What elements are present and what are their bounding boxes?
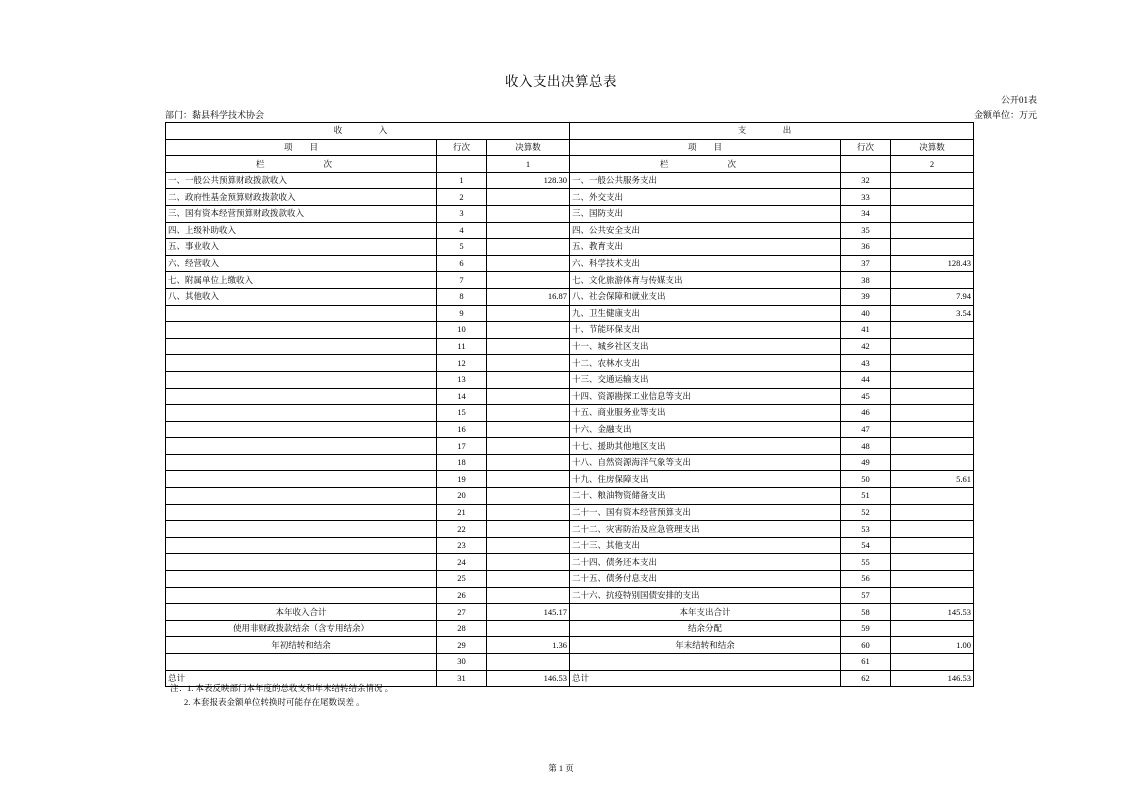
expense-value-8: 3.54 bbox=[891, 305, 974, 322]
expense-value-15 bbox=[891, 421, 974, 438]
expense-item-15: 十六、金融支出 bbox=[570, 421, 841, 438]
expense-column-blank bbox=[841, 156, 891, 173]
expense-value-1 bbox=[891, 189, 974, 206]
summary-expense-value-2: 1.00 bbox=[891, 637, 974, 654]
expense-item-17: 十八、自然资源海洋气象等支出 bbox=[570, 454, 841, 471]
summary-expense-item-3 bbox=[570, 654, 841, 671]
expense-item-12: 十三、交通运输支出 bbox=[570, 371, 841, 388]
income-item-25 bbox=[166, 587, 437, 604]
income-value-15 bbox=[487, 421, 570, 438]
income-value-10 bbox=[487, 338, 570, 355]
income-value-20 bbox=[487, 504, 570, 521]
income-line-19: 20 bbox=[437, 488, 487, 505]
table-row bbox=[166, 255, 974, 272]
income-value-23 bbox=[487, 554, 570, 571]
expense-item-14: 十五、商业服务业等支出 bbox=[570, 405, 841, 422]
summary-income-value-2: 1.36 bbox=[487, 637, 570, 654]
income-value-19 bbox=[487, 488, 570, 505]
expense-line-19: 51 bbox=[841, 488, 891, 505]
expense-value-14 bbox=[891, 405, 974, 422]
summary-expense-line-1: 59 bbox=[841, 620, 891, 637]
expense-line-9: 41 bbox=[841, 322, 891, 339]
income-item-21 bbox=[166, 521, 437, 538]
total-expense-item: 总计 bbox=[570, 670, 841, 687]
expense-line-25: 57 bbox=[841, 587, 891, 604]
expense-line-11: 43 bbox=[841, 355, 891, 372]
expense-item-9: 十、节能环保支出 bbox=[570, 322, 841, 339]
expense-item-10: 十一、城乡社区支出 bbox=[570, 338, 841, 355]
table-row bbox=[166, 189, 974, 206]
expense-line-5: 37 bbox=[841, 255, 891, 272]
expense-line-2: 34 bbox=[841, 205, 891, 222]
table-row bbox=[166, 554, 974, 571]
income-line-header: 行次 bbox=[437, 139, 487, 156]
expense-item-13: 十四、资源勘探工业信息等支出 bbox=[570, 388, 841, 405]
income-value-4 bbox=[487, 239, 570, 256]
expense-item-3: 四、公共安全支出 bbox=[570, 222, 841, 239]
table-group-header-row bbox=[166, 123, 974, 140]
table-row bbox=[166, 438, 974, 455]
expense-value-21 bbox=[891, 521, 974, 538]
expense-value-3 bbox=[891, 222, 974, 239]
income-item-9 bbox=[166, 322, 437, 339]
note-1: 注：1. 本表反映部门本年度的总收支和年末结转结余情况 。 bbox=[170, 683, 394, 693]
income-line-22: 23 bbox=[437, 537, 487, 554]
table-row bbox=[166, 222, 974, 239]
income-item-2: 三、国有资本经营预算财政拨款收入 bbox=[166, 205, 437, 222]
income-value-5 bbox=[487, 255, 570, 272]
expense-line-header: 行次 bbox=[841, 139, 891, 156]
income-item-22 bbox=[166, 537, 437, 554]
expense-item-1: 二、外交支出 bbox=[570, 189, 841, 206]
income-value-24 bbox=[487, 571, 570, 588]
summary-expense-value-0: 145.53 bbox=[891, 604, 974, 621]
page-title: 收入支出决算总表 bbox=[505, 74, 617, 89]
expense-line-4: 36 bbox=[841, 239, 891, 256]
expense-item-22: 二十三、其他支出 bbox=[570, 537, 841, 554]
income-line-16: 17 bbox=[437, 438, 487, 455]
expense-item-25: 二十六、抗疫特别国债安排的支出 bbox=[570, 587, 841, 604]
income-line-20: 21 bbox=[437, 504, 487, 521]
expense-item-header: 项 目 bbox=[570, 139, 841, 156]
income-value-22 bbox=[487, 537, 570, 554]
department-line: 部门：黏县科学技术协会 bbox=[165, 110, 265, 120]
summary-income-value-3 bbox=[487, 654, 570, 671]
income-value-1 bbox=[487, 189, 570, 206]
expense-column-label: 栏 次 bbox=[570, 156, 841, 173]
income-line-9: 10 bbox=[437, 322, 487, 339]
expense-item-5: 六、科学技术支出 bbox=[570, 255, 841, 272]
summary-expense-item-2: 年末结转和结余 bbox=[570, 637, 841, 654]
table-row bbox=[166, 272, 974, 289]
total-income-value: 146.53 bbox=[487, 670, 570, 687]
table-row bbox=[166, 288, 974, 305]
income-item-5: 六、经营收入 bbox=[166, 255, 437, 272]
table-row bbox=[166, 205, 974, 222]
income-column-blank bbox=[437, 156, 487, 173]
income-line-11: 12 bbox=[437, 355, 487, 372]
expense-value-2 bbox=[891, 205, 974, 222]
summary-income-item-3 bbox=[166, 654, 437, 671]
form-code: 公开01表 bbox=[1000, 95, 1037, 105]
expense-value-header: 决算数 bbox=[891, 139, 974, 156]
table-row bbox=[166, 521, 974, 538]
expense-value-4 bbox=[891, 239, 974, 256]
expense-value-9 bbox=[891, 322, 974, 339]
table-row bbox=[166, 172, 974, 189]
summary-income-line-3: 30 bbox=[437, 654, 487, 671]
table-row bbox=[166, 587, 974, 604]
table-row bbox=[166, 338, 974, 355]
expense-line-10: 42 bbox=[841, 338, 891, 355]
table-summary-row bbox=[166, 654, 974, 671]
income-value-3 bbox=[487, 222, 570, 239]
table-summary-row bbox=[166, 637, 974, 654]
income-value-17 bbox=[487, 454, 570, 471]
expense-column-number: 2 bbox=[891, 156, 974, 173]
table-summary-row bbox=[166, 604, 974, 621]
expense-line-23: 55 bbox=[841, 554, 891, 571]
expense-item-18: 十九、住房保障支出 bbox=[570, 471, 841, 488]
budget-summary-table bbox=[165, 122, 974, 687]
income-line-14: 15 bbox=[437, 405, 487, 422]
income-value-11 bbox=[487, 355, 570, 372]
income-line-0: 1 bbox=[437, 172, 487, 189]
expense-item-7: 八、社会保障和就业支出 bbox=[570, 288, 841, 305]
expense-value-18: 5.61 bbox=[891, 471, 974, 488]
income-value-0: 128.30 bbox=[487, 172, 570, 189]
expense-value-22 bbox=[891, 537, 974, 554]
expense-line-3: 35 bbox=[841, 222, 891, 239]
summary-expense-line-3: 61 bbox=[841, 654, 891, 671]
expense-item-24: 二十五、债务付息支出 bbox=[570, 571, 841, 588]
income-item-4: 五、事业收入 bbox=[166, 239, 437, 256]
expense-line-16: 48 bbox=[841, 438, 891, 455]
summary-income-item-1: 使用非财政拨款结余（含专用结余） bbox=[166, 620, 437, 637]
income-line-4: 5 bbox=[437, 239, 487, 256]
expense-item-6: 七、文化旅游体育与传媒支出 bbox=[570, 272, 841, 289]
income-item-6: 七、附属单位上缴收入 bbox=[166, 272, 437, 289]
summary-income-line-1: 28 bbox=[437, 620, 487, 637]
summary-income-line-2: 29 bbox=[437, 637, 487, 654]
summary-income-item-2: 年初结转和结余 bbox=[166, 637, 437, 654]
amount-unit-note: 金额单位：万元 bbox=[973, 110, 1037, 120]
income-line-18: 19 bbox=[437, 471, 487, 488]
income-item-20 bbox=[166, 504, 437, 521]
income-item-header: 项 目 bbox=[166, 139, 437, 156]
income-line-7: 8 bbox=[437, 288, 487, 305]
income-item-7: 八、其他收入 bbox=[166, 288, 437, 305]
expense-item-19: 二十、粮油物资储备支出 bbox=[570, 488, 841, 505]
expense-line-7: 39 bbox=[841, 288, 891, 305]
expense-item-20: 二十一、国有资本经营预算支出 bbox=[570, 504, 841, 521]
summary-expense-value-1 bbox=[891, 620, 974, 637]
table-row bbox=[166, 504, 974, 521]
table-row bbox=[166, 488, 974, 505]
expense-item-4: 五、教育支出 bbox=[570, 239, 841, 256]
expense-line-6: 38 bbox=[841, 272, 891, 289]
income-item-14 bbox=[166, 405, 437, 422]
total-expense-value: 146.53 bbox=[891, 670, 974, 687]
expense-item-2: 三、国防支出 bbox=[570, 205, 841, 222]
income-line-8: 9 bbox=[437, 305, 487, 322]
expense-item-0: 一、一般公共服务支出 bbox=[570, 172, 841, 189]
expense-value-16 bbox=[891, 438, 974, 455]
income-item-11 bbox=[166, 355, 437, 372]
income-line-21: 22 bbox=[437, 521, 487, 538]
expense-value-6 bbox=[891, 272, 974, 289]
income-column-number: 1 bbox=[487, 156, 570, 173]
table-summary-row bbox=[166, 620, 974, 637]
expense-line-20: 52 bbox=[841, 504, 891, 521]
table-row bbox=[166, 537, 974, 554]
table-row bbox=[166, 239, 974, 256]
table-column-number-row bbox=[166, 156, 974, 173]
expense-value-24 bbox=[891, 571, 974, 588]
income-item-3: 四、上级补助收入 bbox=[166, 222, 437, 239]
expense-value-23 bbox=[891, 554, 974, 571]
expense-line-15: 47 bbox=[841, 421, 891, 438]
expense-line-17: 49 bbox=[841, 454, 891, 471]
income-value-14 bbox=[487, 405, 570, 422]
income-value-header: 决算数 bbox=[487, 139, 570, 156]
expense-item-11: 十二、农林水支出 bbox=[570, 355, 841, 372]
income-line-23: 24 bbox=[437, 554, 487, 571]
expense-line-24: 56 bbox=[841, 571, 891, 588]
table-row bbox=[166, 571, 974, 588]
expense-item-16: 十七、援助其他地区支出 bbox=[570, 438, 841, 455]
income-value-8 bbox=[487, 305, 570, 322]
income-line-1: 2 bbox=[437, 189, 487, 206]
income-line-25: 26 bbox=[437, 587, 487, 604]
expense-line-14: 46 bbox=[841, 405, 891, 422]
table-notes bbox=[170, 682, 393, 709]
total-income-line: 31 bbox=[437, 670, 487, 687]
income-value-7: 16.87 bbox=[487, 288, 570, 305]
income-item-19 bbox=[166, 488, 437, 505]
income-item-8 bbox=[166, 305, 437, 322]
expense-line-12: 44 bbox=[841, 371, 891, 388]
income-value-18 bbox=[487, 471, 570, 488]
income-value-16 bbox=[487, 438, 570, 455]
summary-income-line-0: 27 bbox=[437, 604, 487, 621]
expense-value-20 bbox=[891, 504, 974, 521]
income-item-23 bbox=[166, 554, 437, 571]
income-item-16 bbox=[166, 438, 437, 455]
income-value-12 bbox=[487, 371, 570, 388]
income-value-2 bbox=[487, 205, 570, 222]
income-item-13 bbox=[166, 388, 437, 405]
income-line-3: 4 bbox=[437, 222, 487, 239]
income-line-2: 3 bbox=[437, 205, 487, 222]
expense-value-19 bbox=[891, 488, 974, 505]
expense-value-12 bbox=[891, 371, 974, 388]
income-item-15 bbox=[166, 421, 437, 438]
expense-line-21: 53 bbox=[841, 521, 891, 538]
expense-item-21: 二十二、灾害防治及应急管理支出 bbox=[570, 521, 841, 538]
income-line-12: 13 bbox=[437, 371, 487, 388]
expense-group-header: 支 出 bbox=[570, 123, 974, 140]
expense-value-0 bbox=[891, 172, 974, 189]
expense-item-8: 九、卫生健康支出 bbox=[570, 305, 841, 322]
income-line-15: 16 bbox=[437, 421, 487, 438]
expense-value-10 bbox=[891, 338, 974, 355]
income-item-24 bbox=[166, 571, 437, 588]
income-line-10: 11 bbox=[437, 338, 487, 355]
income-item-1: 二、政府性基金预算财政拨款收入 bbox=[166, 189, 437, 206]
expense-value-25 bbox=[891, 587, 974, 604]
page-footer: 第 1 页 bbox=[548, 763, 574, 773]
income-item-17 bbox=[166, 454, 437, 471]
income-value-25 bbox=[487, 587, 570, 604]
summary-expense-item-0: 本年支出合计 bbox=[570, 604, 841, 621]
income-item-0: 一、一般公共预算财政拨款收入 bbox=[166, 172, 437, 189]
income-item-12 bbox=[166, 371, 437, 388]
summary-expense-item-1: 结余分配 bbox=[570, 620, 841, 637]
income-value-21 bbox=[487, 521, 570, 538]
expense-line-0: 32 bbox=[841, 172, 891, 189]
income-value-13 bbox=[487, 388, 570, 405]
income-group-header: 收 入 bbox=[166, 123, 570, 140]
income-line-6: 7 bbox=[437, 272, 487, 289]
expense-line-22: 54 bbox=[841, 537, 891, 554]
table-row bbox=[166, 405, 974, 422]
expense-value-17 bbox=[891, 454, 974, 471]
income-line-17: 18 bbox=[437, 454, 487, 471]
income-item-18 bbox=[166, 471, 437, 488]
expense-value-11 bbox=[891, 355, 974, 372]
income-value-6 bbox=[487, 272, 570, 289]
expense-line-18: 50 bbox=[841, 471, 891, 488]
expense-value-5: 128.43 bbox=[891, 255, 974, 272]
summary-income-value-1 bbox=[487, 620, 570, 637]
table-column-header-row bbox=[166, 139, 974, 156]
income-line-13: 14 bbox=[437, 388, 487, 405]
total-expense-line: 62 bbox=[841, 670, 891, 687]
table-row bbox=[166, 322, 974, 339]
note-2: 2. 本套报表金额单位转换时可能存在尾数误差 。 bbox=[184, 696, 365, 707]
total-income-item: 总计 bbox=[166, 670, 437, 687]
summary-expense-line-0: 58 bbox=[841, 604, 891, 621]
table-row bbox=[166, 355, 974, 372]
table-row bbox=[166, 471, 974, 488]
income-item-10 bbox=[166, 338, 437, 355]
income-value-9 bbox=[487, 322, 570, 339]
expense-value-13 bbox=[891, 388, 974, 405]
expense-value-7: 7.94 bbox=[891, 288, 974, 305]
expense-item-23: 二十四、债务还本支出 bbox=[570, 554, 841, 571]
summary-expense-line-2: 60 bbox=[841, 637, 891, 654]
summary-expense-value-3 bbox=[891, 654, 974, 671]
table-row bbox=[166, 388, 974, 405]
table-row bbox=[166, 371, 974, 388]
income-column-label: 栏 次 bbox=[166, 156, 437, 173]
expense-line-13: 45 bbox=[841, 388, 891, 405]
table-row bbox=[166, 305, 974, 322]
expense-line-1: 33 bbox=[841, 189, 891, 206]
expense-line-8: 40 bbox=[841, 305, 891, 322]
summary-income-value-0: 145.17 bbox=[487, 604, 570, 621]
summary-income-item-0: 本年收入合计 bbox=[166, 604, 437, 621]
income-line-5: 6 bbox=[437, 255, 487, 272]
income-line-24: 25 bbox=[437, 571, 487, 588]
table-row bbox=[166, 454, 974, 471]
table-row bbox=[166, 421, 974, 438]
